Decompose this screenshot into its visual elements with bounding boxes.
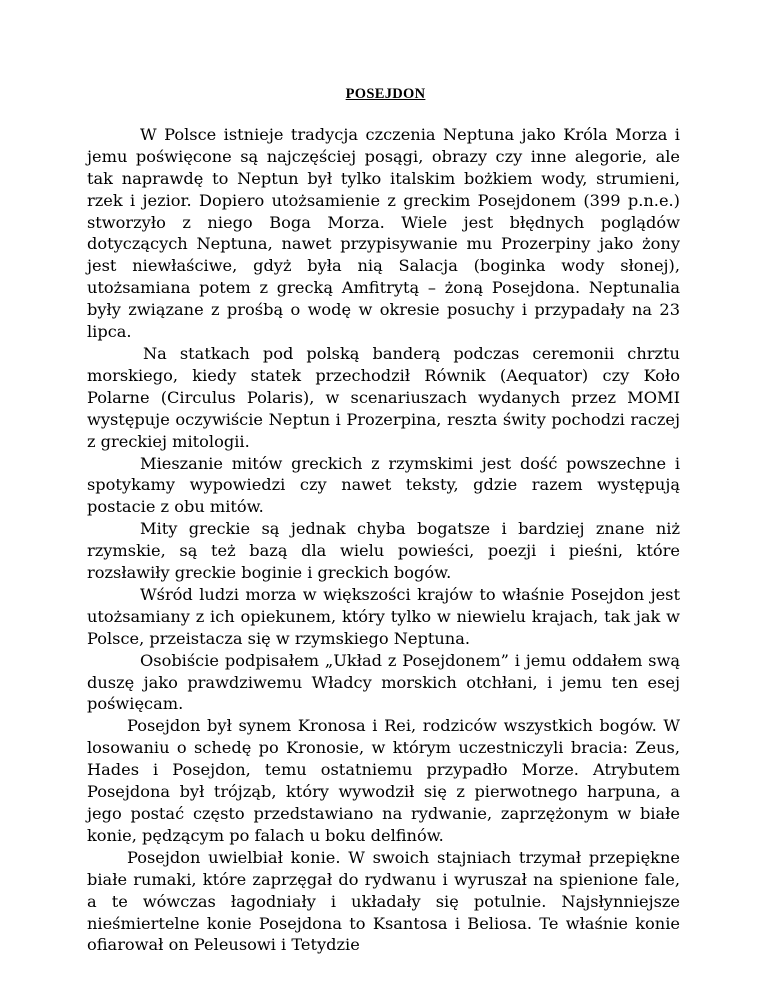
paragraph-sea-baptism: Na statkach pod polską banderą podczas ceremonii chrztu morskiego, kiedy statek przechodził Równik (Aequator) czy Koło Polarne (Circulus Polaris), w scenariuszach wydanych przez MOMI występuje oczywiście Neptun i Prozerpina, reszta świty pochodzi raczej z greckiej mitologii. [87,343,680,451]
document-title: POSEJDON [345,86,426,102]
paragraph-myth-mixing: Mieszanie mitów greckich z rzymskimi jest dość powszechne i spotykamy wypowiedzi czy nawet teksty, gdzie razem występują postacie z obu mitów. [87,453,680,517]
paragraph-seafarers: Wśród ludzi morza w większości krajów to właśnie Posejdon jest utożsamiany z ich opiekunem, który tylko w niewielu krajach, tak jak w Polsce, przeistacza się w rzymskiego Neptuna. [87,584,680,648]
paragraph-neptune-tradition: W Polsce istnieje tradycja czczenia Neptuna jako Króla Morza i jemu poświęcone są najczęściej posągi, obrazy czy inne alegorie, ale tak naprawdę to Neptun był tylko italskim bożkiem wody, strumieni, rzek i jezior. Dopiero utożsamienie z greckim Posejdonem (399 p.n.e.) stworzyło z niego Boga Morza. Wiele jest błędnych poglądów dotyczących Neptuna, nawet przypisywanie mu Prozerpiny jako żony jest niewłaściwe, gdyż była nią Salacja (boginka wody słonej), utożsamiana potem z grecką Amfitrytą – żoną Posejdona. Neptunalia były związane z prośbą o wodę w okresie posuchy i przypadały na 23 lipca. [87,124,680,342]
document-page [87,84,680,956]
paragraph-poseidon-horses: Posejdon uwielbiał konie. W swoich stajniach trzymał przepiękne białe rumaki, które zaprzęgał do rydwanu i wyruszał na spienione fale, a te wówczas łagodniały i układały się potulnie. Najsłynniejsze nieśmiertelne konie Posejdona to Ksantosa i Beliosa. Te właśnie konie ofiarował on Peleusowi i Tetydzie [87,847,680,955]
paragraph-poseidon-origins: Posejdon był synem Kronosa i Rei, rodziców wszystkich bogów. W losowaniu o schedę po Kronosie, w którym uczestniczyli bracia: Zeus, Hades i Posejdon, temu ostatniemu przypadło Morze. Atrybutem Posejdona był trójząb, który wywodził się z pierwotnego harpuna, a jego postać często przedstawiano na rydwanie, zaprzężonym w białe konie, pędzącym po falach u boku delfinów. [87,716,680,845]
paragraph-personal-pact: Osobiście podpisałem „Układ z Posejdonem” i jemu oddałem swą duszę jako prawdziwemu Władcy morskich otchłani, i jemu ten esej poświęcam. [87,650,680,714]
paragraph-greek-myths: Mity greckie są jednak chyba bogatsze i bardziej znane niż rzymskie, są też bazą dla wielu powieści, poezji i pieśni, które rozsławiły greckie boginie i greckich bogów. [87,519,680,583]
